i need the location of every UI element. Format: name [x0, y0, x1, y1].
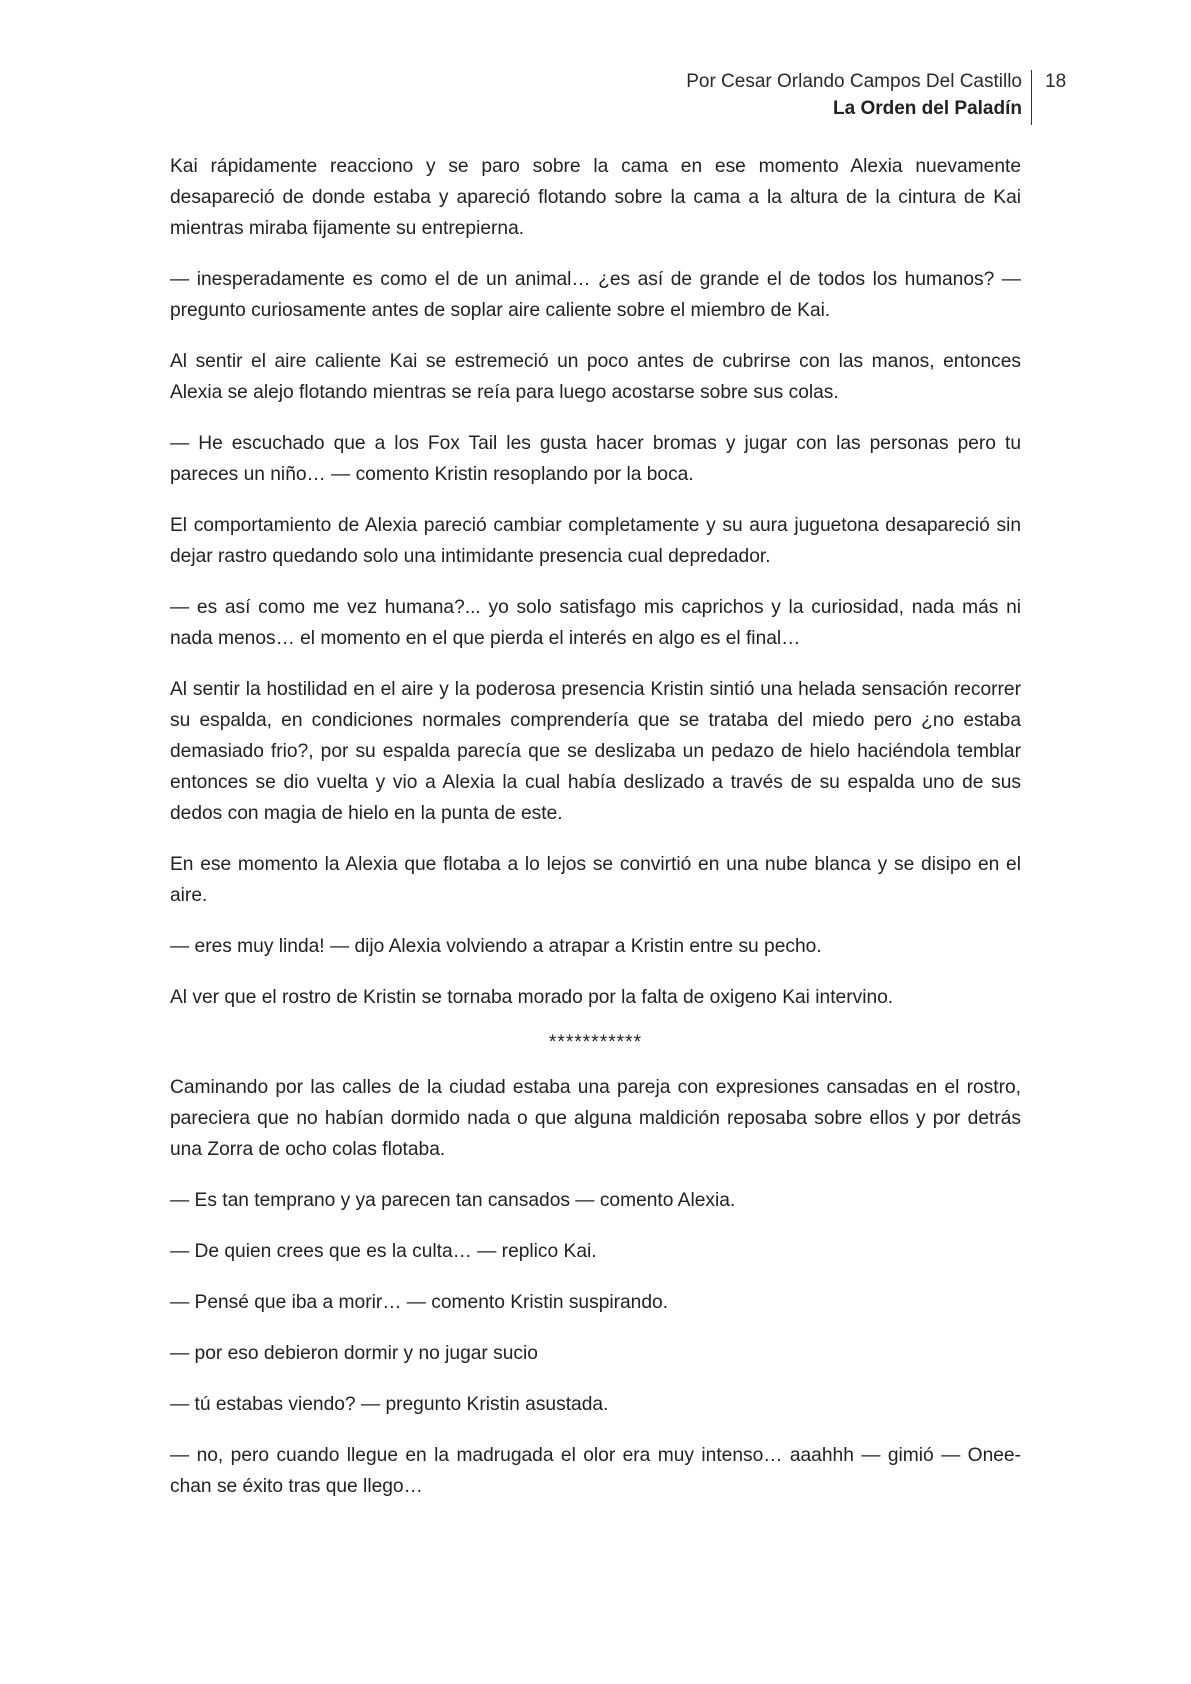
paragraph: En ese momento la Alexia que flotaba a lo lejos se convirtió en una nube blanca y se disipo en el aire. [170, 854, 1021, 906]
paragraph: — es así como me vez humana?... yo solo satisfago mis caprichos y la curiosidad, nada más ni nada menos… el momento en el que pierda el interés en algo es el final… [170, 597, 1021, 649]
paragraph: — por eso debieron dormir y no jugar sucio [170, 1343, 538, 1364]
header-divider [1031, 70, 1032, 125]
paragraph: — no, pero cuando llegue en la madrugada el olor era muy intenso… aaahhh — gimió — Onee-chan se éxito tras que llego… [170, 1445, 1021, 1497]
paragraph: Al sentir la hostilidad en el aire y la poderosa presencia Kristin sintió una helada sensación recorrer su espalda, en condiciones normales comprendería que se trataba del miedo pero ¿no estaba demasiado frio?, por su espalda parecía que se deslizaba un pedazo de hielo haciéndola temblar entonces se dio vuelta y vio a Alexia la cual había deslizado a través de su espalda uno de sus dedos con magia de hielo en la punta de este. [170, 679, 1021, 824]
body-text [170, 151, 1021, 1522]
page-number: 18 [1045, 71, 1067, 92]
paragraph: Kai rápidamente reacciono y se paro sobre la cama en ese momento Alexia nuevamente desapareció de donde estaba y apareció flotando sobre la cama a la altura de la cintura de Kai mientras miraba fijamente su entrepierna. [170, 156, 1021, 239]
paragraph: — inesperadamente es como el de un animal… ¿es así de grande el de todos los humanos? — pregunto curiosamente antes de soplar aire caliente sobre el miembro de Kai. [170, 269, 1021, 321]
paragraph: Caminando por las calles de la ciudad estaba una pareja con expresiones cansadas en el rostro, pareciera que no habían dormido nada o que alguna maldición reposaba sobre ellos y por detrás una Zorra de ocho colas flotaba. [170, 1077, 1021, 1160]
paragraph: — Pensé que iba a morir… — comento Kristin suspirando. [170, 1292, 669, 1313]
paragraph: Al ver que el rostro de Kristin se tornaba morado por la falta de oxigeno Kai intervino. [170, 987, 894, 1008]
paragraph: El comportamiento de Alexia pareció cambiar completamente y su aura juguetona desapareció sin dejar rastro quedando solo una intimidante presencia cual depredador. [170, 515, 1021, 567]
paragraph: — De quien crees que es la culta… — replico Kai. [170, 1241, 597, 1262]
paragraph: — Es tan temprano y ya parecen tan cansados — comento Alexia. [170, 1190, 736, 1211]
header-book-title: La Orden del Paladín [833, 98, 1022, 119]
page-header [686, 68, 1022, 122]
paragraph: Al sentir el aire caliente Kai se estremeció un poco antes de cubrirse con las manos, entonces Alexia se alejo flotando mientras se reía para luego acostarse sobre sus colas. [170, 351, 1021, 403]
header-author: Por Cesar Orlando Campos Del Castillo [686, 71, 1022, 92]
scene-separator: *********** [548, 1032, 643, 1053]
paragraph: — eres muy linda! — dijo Alexia volviendo a atrapar a Kristin entre su pecho. [170, 936, 822, 957]
paragraph: — He escuchado que a los Fox Tail les gusta hacer bromas y jugar con las personas pero tu pareces un niño… — comento Kristin resoplando por la boca. [170, 433, 1021, 485]
paragraph: — tú estabas viendo? — pregunto Kristin asustada. [170, 1394, 609, 1415]
